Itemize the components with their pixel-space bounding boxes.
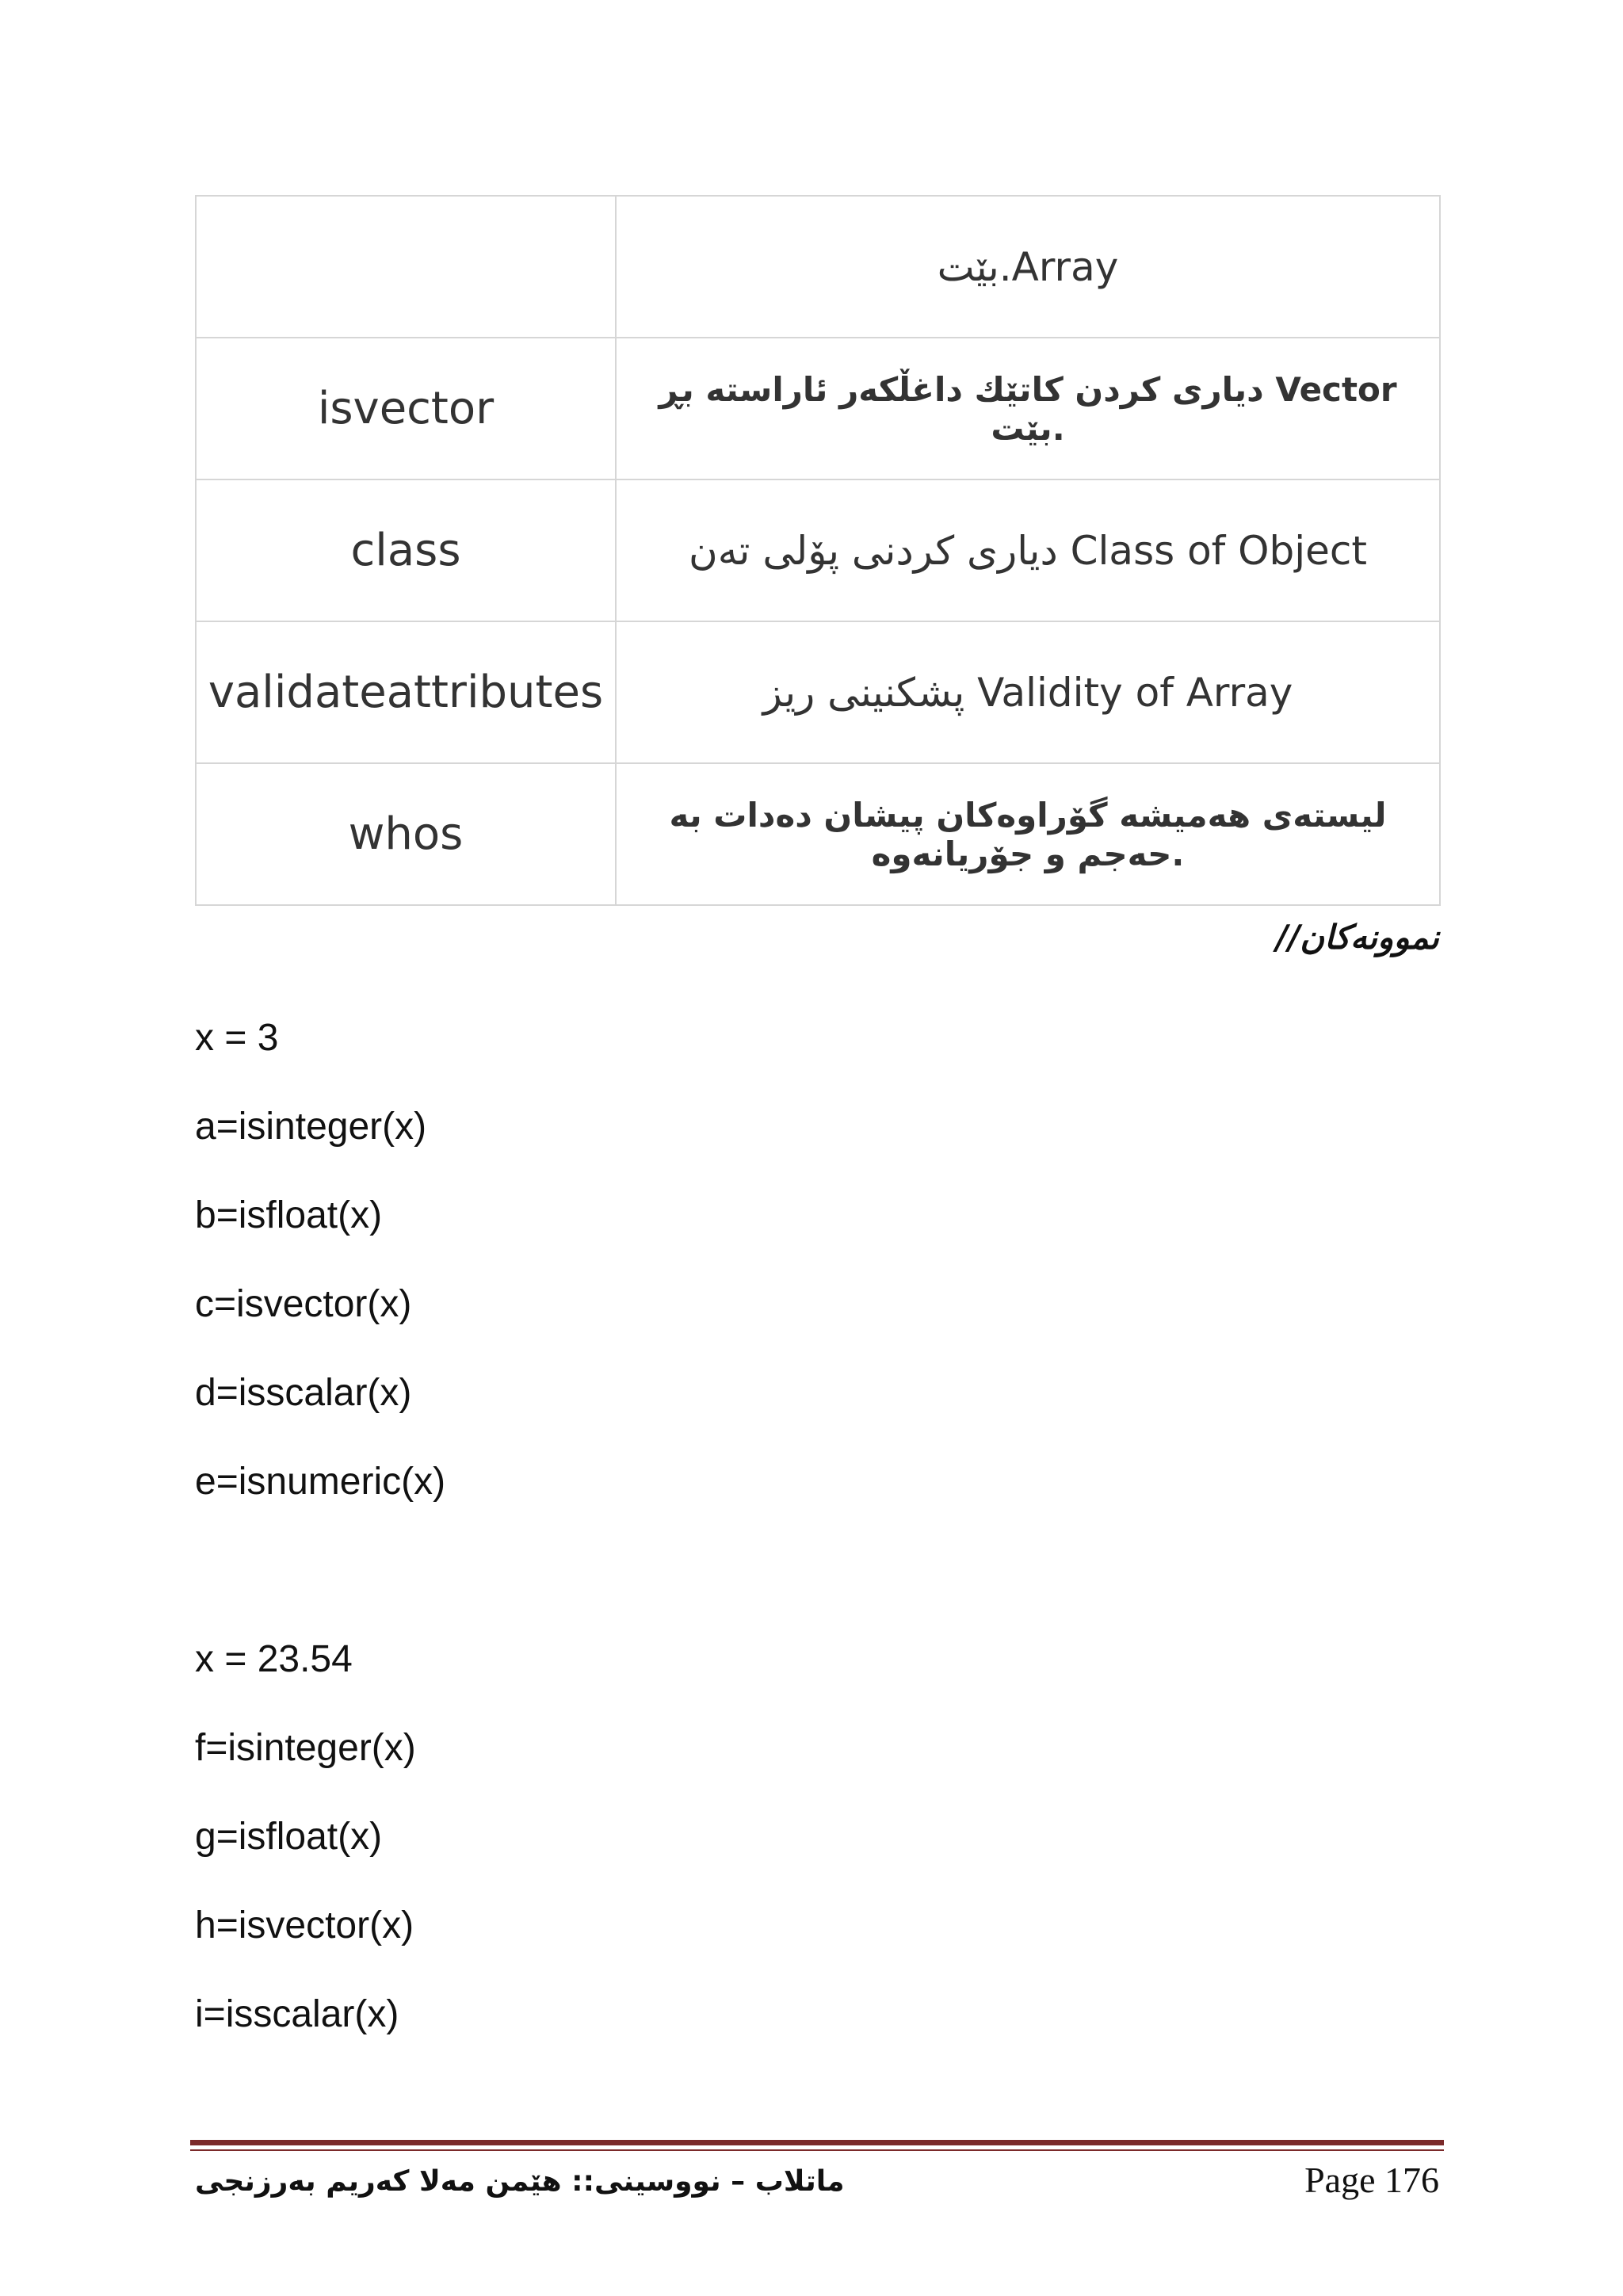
code-line: f=isinteger(x)	[195, 1727, 416, 1769]
function-name-cell	[196, 621, 616, 763]
function-description: دیاری کردنی پۆلی تەن Class of Object	[689, 527, 1367, 574]
function-description: لیستەی هەمیشە گۆراوەکان پیشان دەدات بە حەجم و جۆریانەوە.	[669, 795, 1387, 873]
code-line: x = 3	[195, 1017, 279, 1059]
code-line: b=isfloat(x)	[195, 1194, 383, 1236]
function-name: class	[350, 525, 461, 576]
function-description-cell	[616, 338, 1440, 479]
footer-author: ماتلاب – نووسینی:: هێمن مەلا کەریم بەرزنجی	[195, 2165, 845, 2198]
code-line: d=isscalar(x)	[195, 1372, 412, 1414]
table-row	[196, 338, 1440, 479]
table-row	[196, 763, 1440, 905]
function-table	[195, 195, 1441, 906]
function-description: دیاری کردن کاتێك داغڵکەر ئاراستە بڕ Vector بێت.	[659, 369, 1397, 448]
function-name-cell	[196, 196, 616, 338]
code-line: e=isnumeric(x)	[195, 1461, 446, 1503]
code-line: x = 23.54	[195, 1638, 353, 1680]
function-description: بێت.Array	[937, 243, 1119, 290]
page-number: Page 176	[1304, 2160, 1439, 2200]
function-description: پشکنینی ریز Validity of Array	[762, 669, 1293, 716]
function-name: validateattributes	[208, 667, 604, 718]
footer-divider	[190, 2140, 1444, 2145]
function-description-cell	[616, 621, 1440, 763]
code-line: a=isinteger(x)	[195, 1106, 427, 1148]
function-description-cell	[616, 479, 1440, 621]
code-line: i=isscalar(x)	[195, 1993, 399, 2035]
table-row	[196, 621, 1440, 763]
function-name-cell	[196, 479, 616, 621]
function-name-cell	[196, 338, 616, 479]
table-row	[196, 196, 1440, 338]
code-line: g=isfloat(x)	[195, 1816, 383, 1858]
code-line: h=isvector(x)	[195, 1904, 414, 1946]
function-name-cell	[196, 763, 616, 905]
code-line: c=isvector(x)	[195, 1283, 412, 1325]
function-description-cell	[616, 763, 1440, 905]
examples-heading: نموونەکان//	[1275, 918, 1439, 957]
table-row	[196, 479, 1440, 621]
footer-divider-thin	[190, 2149, 1444, 2151]
function-description-cell	[616, 196, 1440, 338]
function-name: isvector	[317, 383, 495, 434]
function-name: whos	[348, 808, 464, 860]
